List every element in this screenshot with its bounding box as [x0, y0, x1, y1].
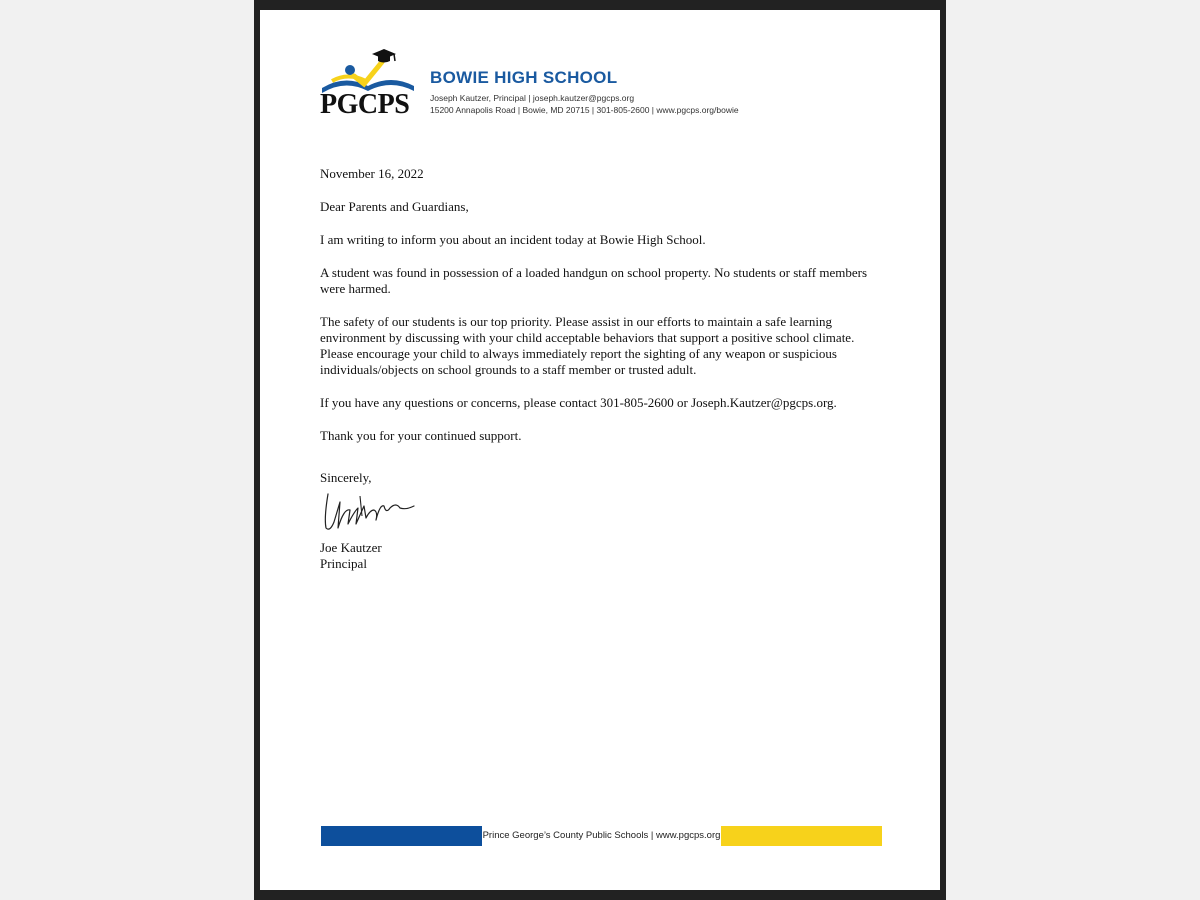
paragraph-safety: The safety of our students is our top priority. Please assist in our efforts to maintain a safe learning environment by discussing with your child acceptable behaviors that support a positive school climate. Please encourage your child to always immediately report the sighting of any weapon or suspicious individuals/objects on school grounds to a staff member or trusted adult.	[320, 314, 855, 377]
footer-yellow-bar	[721, 826, 882, 846]
letter-date: November 16, 2022	[320, 166, 424, 181]
letterhead-details	[430, 68, 739, 116]
footer-blue-bar	[321, 826, 482, 846]
letter-page	[260, 10, 940, 890]
signer-name: Joe Kautzer	[320, 540, 382, 555]
principal-contact-line: Joseph Kautzer, Principal | joseph.kautzer@pgcps.org	[430, 93, 635, 103]
letter-greeting: Dear Parents and Guardians,	[320, 199, 469, 214]
pgcps-logo	[320, 48, 420, 120]
signature	[320, 488, 420, 536]
graduation-cap-book-figure-icon	[320, 48, 420, 93]
paragraph-intro: I am writing to inform you about an incident today at Bowie High School.	[320, 232, 706, 247]
paragraph-contact: If you have any questions or concerns, please contact 301-805-2600 or Joseph.Kautzer@pgcps.org.	[320, 395, 837, 410]
letter-body	[320, 166, 880, 572]
letter-closing: Sincerely,	[320, 470, 372, 485]
school-name: BOWIE HIGH SCHOOL	[430, 68, 618, 87]
paragraph-thanks: Thank you for your continued support.	[320, 428, 522, 443]
paragraph-incident: A student was found in possession of a loaded handgun on school property. No students or staff members were harmed.	[320, 265, 868, 296]
footer-text: Prince George’s County Public Schools | www.pgcps.org	[482, 830, 721, 841]
logo-text: PGCPS	[320, 89, 410, 120]
address-line: 15200 Annapolis Road | Bowie, MD 20715 | 301-805-2600 | www.pgcps.org/bowie	[430, 105, 739, 115]
signer-title: Principal	[320, 556, 367, 571]
